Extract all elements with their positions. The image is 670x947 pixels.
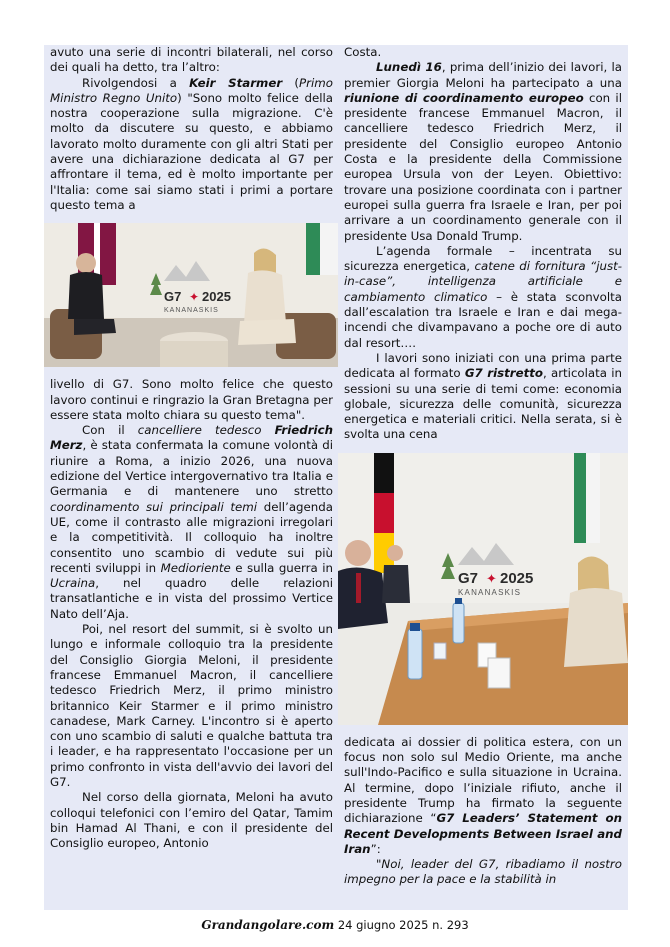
photo-merz-meloni xyxy=(338,453,628,725)
g7-logo-main: G7 xyxy=(458,569,479,587)
text-run: "Noi, leader del G7, ribadiamo il nostro impegno per la pace e la stabilità in xyxy=(344,857,622,887)
text-run: I lavori sono iniziati con una prima parte dedicata al formato xyxy=(344,350,622,381)
paragraph: avuto una serie di incontri bilaterali, nel corso dei quali ha detto, tra l’altro: xyxy=(50,45,333,75)
text-run: L’agenda formale – incentrata su sicurezza energetica, xyxy=(344,243,622,274)
g7-logo-place: KANANASKIS xyxy=(458,587,522,597)
text-run: cancelliere tedesco xyxy=(137,423,275,438)
text-run: Medioriente xyxy=(160,560,231,575)
text-run: Con il xyxy=(82,423,138,438)
paragraph xyxy=(50,76,333,214)
text-run: Lunedì 16 xyxy=(376,60,442,75)
paragraph: Poi, nel resort del summit, si è svolto un lungo e informale colloquio tra la presidente del Consiglio Giorgia Meloni, il presidente francese Emmanuel Macron, il cancelliere tedesco Friedrich Merz, il primo ministro britannico Keir Starmer e il primo ministro canadese, Mark Carney. L'incontro si è aperto con uno scambio di saluti e qualche battuta tra i leader, e ha rappresentato l'occasione per un primo confronto in vista dell'avvio dei lavori del G7. xyxy=(50,622,333,789)
text-run: Friedrich Merz xyxy=(50,423,333,453)
text-run: catene di fornitura “just-in-case”, intelligenza artificiale e cambiamento climatico xyxy=(344,259,622,304)
text-run: , articolata in sessioni su una serie di temi come: economia globale, sicurezza delle comunità, sicurezza energetica e materiali critici. Nella serata, si è svolta una cena xyxy=(344,366,622,442)
text-run: – è stata sconvolta dall’escalation tra Israele e Iran e dai mega-incendi che divampavano a poche ore di auto dal resort…. xyxy=(344,289,623,350)
text-run: con il presidente francese Emmanuel Macron, il cancelliere tedesco Friedrich Merz, il presidente del Consiglio europeo Antonio Costa e la presidente della Commissione europea Ursula von der Leyen. Obiettivo: trovare una posizione coordinata con i partner europei sulla guerra fra Israele e Iran, per poi arrivare a un coordinamento generale con il presidente Usa Donald Trump. xyxy=(344,90,622,243)
svg-text:✦: ✦ xyxy=(486,570,497,586)
g7-logo-place: KANANASKIS xyxy=(164,307,219,315)
text-run: coordinamento sui principali temi xyxy=(50,499,258,514)
text-run: Primo Ministro Regno Unito xyxy=(50,75,333,105)
text-run: , prima dell’inizio dei lavori, la premier Giorgia Meloni ha partecipato a una xyxy=(344,60,622,90)
paragraph xyxy=(344,244,622,351)
g7-logo-year: 2025 xyxy=(202,289,231,305)
photo-starmer-meloni xyxy=(44,223,339,367)
g7-logo-year: 2025 xyxy=(500,569,534,587)
paragraph xyxy=(344,735,622,857)
paragraph xyxy=(344,857,622,888)
footer-site[interactable]: Grandangolare.com xyxy=(201,918,335,932)
text-run: , nel quadro delle relazioni transatlantiche e in vista del prossimo Vertice Nato dell’Aja. xyxy=(50,576,333,621)
photo-illustration xyxy=(44,223,339,367)
text-run: , è stata confermata la comune volontà di riunire a Roma, a inizio 2026, una nuova edizione del Vertice intergovernativo tra Italia e Germania e di mantenere uno stretto xyxy=(50,438,333,499)
paragraph xyxy=(344,351,622,443)
text-run: Ucraina xyxy=(50,576,96,591)
g7-logo-main: G7 xyxy=(164,289,182,305)
page-footer xyxy=(0,918,670,932)
paragraph: Costa. xyxy=(344,45,382,59)
right-column xyxy=(338,45,628,910)
left-column xyxy=(44,45,339,910)
text-run: ) "Sono molto felice della nostra cooperazione sulla migrazione. C'è molto da discutere su questo, e abbiamo lavorato molto duramente con gli altri Stati per avere una dichiarazione dedicata al G7 per affrontare il tema, ed è molto importante per l'Italia: come sai siamo stati i primi a portare questo tema a xyxy=(50,90,334,212)
text-run: ”: xyxy=(370,841,381,856)
text-run: dell’agenda UE, come il contrasto alle migrazioni irregolari e la competitività. Il colloquio ha inoltre consentito uno scambio di vedute sui più recenti sviluppi in xyxy=(50,499,333,575)
text-run: e sulla guerra in xyxy=(230,560,333,575)
paragraph xyxy=(344,60,622,244)
text-run: Keir Starmer xyxy=(189,75,283,90)
text-run: G7 Leaders’ Statement on Recent Developments Between Israel and Iran xyxy=(344,811,622,856)
paragraph: livello di G7. Sono molto felice che questo lavoro continui e ringrazio la Gran Bretagna per essere stata molto chiara su questo tema". xyxy=(50,377,333,422)
text-run: Rivolgendosi a xyxy=(82,75,190,90)
paragraph: Nel corso della giornata, Meloni ha avuto colloqui telefonici con l’emiro del Qatar, Tamim bin Hamad Al Thani, e con il presidente del Consiglio europeo, Antonio xyxy=(50,790,333,851)
svg-text:✦: ✦ xyxy=(189,290,200,305)
paragraph xyxy=(50,423,333,622)
text-run: dedicata ai dossier di politica estera, con un focus non solo sul Medio Oriente, ma anche sull'Indo-Pacifico e sulla situazione in Ucraina. Al termine, dopo l’iniziale rifiuto, anche il presidente Trump ha firmato la seguente dichiarazione “ xyxy=(344,734,622,826)
text-run: riunione di coordinamento europeo xyxy=(344,90,584,105)
footer-date-issue: 24 giugno 2025 n. 293 xyxy=(334,918,469,932)
photo-illustration xyxy=(338,453,628,725)
text-run: G7 ristretto xyxy=(464,366,543,381)
text-run: ( xyxy=(282,75,300,90)
